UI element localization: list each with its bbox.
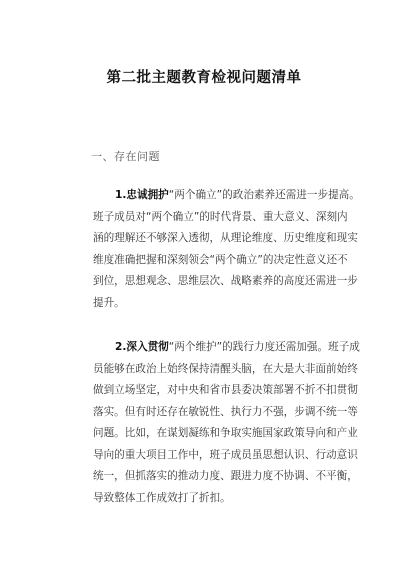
- paragraph-1-line: 到位，思想观念、思维层次、战略素养的高度还需进一步: [93, 275, 358, 287]
- paragraph-1-line: 涵的理解还不够深入透彻，从理论维度、历史维度和现实: [93, 232, 358, 244]
- paragraph-2-line: 导致整体工作成效打了折扣。: [93, 491, 231, 504]
- section-heading: 一、存在问题: [91, 150, 160, 163]
- paragraph-2-line: 问题。比如，在谋划凝练和争取实施国家政策导向和产业: [93, 427, 358, 439]
- paragraph-2-line: 做到立场坚定，对中央和省市县委决策部署不折不扣贯彻: [93, 384, 358, 396]
- paragraph-2-lead: 2.深入贯彻: [115, 341, 169, 353]
- paragraph-1-lead: 1.忠诚拥护: [115, 189, 169, 201]
- paragraph-1-line: 班子成员对“两个确立”的时代背景、重大意义、深刻内: [93, 210, 348, 223]
- document-title: 第二批主题教育检视问题清单: [106, 70, 302, 86]
- paragraph-2-line: 统一，但抓落实的推动力度、跟进力度不协调、不平衡，: [93, 470, 358, 482]
- paragraph-1-line: [93, 185, 360, 207]
- paragraph-1-line: 提升。: [93, 296, 125, 309]
- paragraph-2-line: 落实。但有时还存在敏锐性、执行力不强，步调不统一等: [93, 405, 358, 418]
- paragraph-2-line: [93, 337, 360, 359]
- paragraph-2-line: 员能够在政治上始终保持清醒头脑，在大是大非面前始终: [93, 362, 358, 375]
- paragraph-2-line: 导向的重大项目工作中，班子成员虽思想认识、行动意识: [93, 448, 358, 461]
- paragraph-2: [93, 337, 360, 509]
- paragraph-2-line-text: “两个维护”的践行力度还需加强。班子成: [168, 341, 360, 353]
- paragraph-1-line-text: “两个确立”的政治素养还需进一步提高。: [168, 189, 360, 201]
- paragraph-1-line: 维度准确把握和深刻领会“两个确立”的决定性意义还不: [93, 253, 348, 266]
- paragraph-1: [93, 185, 360, 314]
